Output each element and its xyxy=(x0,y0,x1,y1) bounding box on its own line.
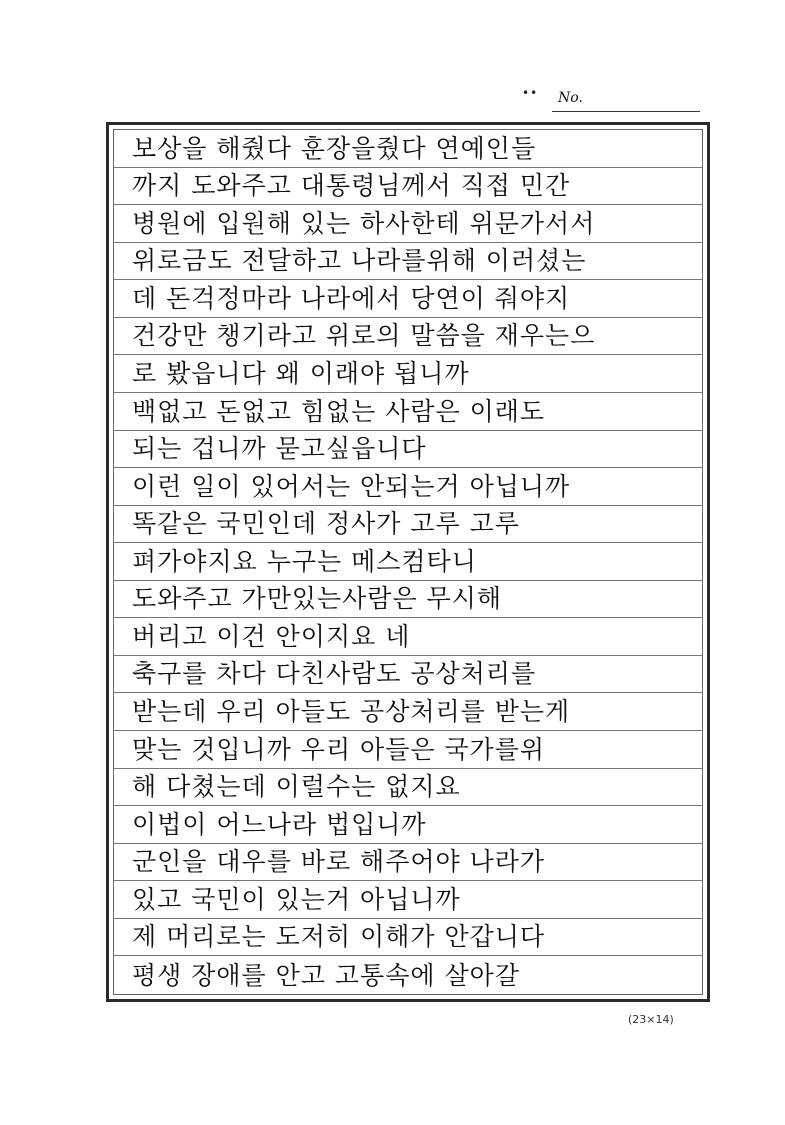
manuscript-line-text: 백없고 돈없고 힘없는 사람은 이래도 xyxy=(132,396,546,426)
header-dots: •• xyxy=(522,86,539,100)
manuscript-line-text: 건강만 챙기라고 위로의 말씀을 재우는으 xyxy=(132,321,596,351)
manuscript-line-text: 병원에 입원해 있는 하사한테 위문가서서 xyxy=(132,208,596,238)
manuscript-line-text: 이런 일이 있어서는 안되는거 아닙니까 xyxy=(132,471,571,501)
manuscript-line xyxy=(114,168,702,206)
manuscript-line-text: 이법이 어느나라 법입니까 xyxy=(132,809,427,839)
manuscript-line xyxy=(114,731,702,769)
manuscript-line xyxy=(114,581,702,619)
manuscript-line xyxy=(114,506,702,544)
page-number-label: No. xyxy=(558,90,583,106)
manuscript-line xyxy=(114,280,702,318)
manuscript-line-text: 받는데 우리 아들도 공상처리를 받는게 xyxy=(132,697,571,727)
manuscript-line xyxy=(114,355,702,393)
manuscript-line-text: 위로금도 전달하고 나라를위해 이러셨는 xyxy=(132,246,587,276)
manuscript-line xyxy=(114,393,702,431)
manuscript-line-text: 펴가야지요 누구는 메스컴타니 xyxy=(132,546,477,576)
page-number-underline xyxy=(552,111,700,112)
manuscript-line xyxy=(114,618,702,656)
manuscript-grid-inner xyxy=(113,129,703,995)
manuscript-line xyxy=(114,468,702,506)
manuscript-line-text: 해 다쳤는데 이럴수는 없지요 xyxy=(132,772,461,802)
manuscript-line xyxy=(114,543,702,581)
manuscript-line xyxy=(114,769,702,807)
manuscript-line-text: 똑같은 국민인데 정사가 고루 고루 xyxy=(132,509,520,539)
manuscript-line-text: 되는 겁니까 묻고싶읍니다 xyxy=(132,434,427,464)
manuscript-line xyxy=(114,693,702,731)
manuscript-line-text: 로 봤읍니다 왜 이래야 됩니까 xyxy=(132,358,470,388)
manuscript-line-text: 도와주고 가만있는사람은 무시해 xyxy=(132,584,502,614)
manuscript-line xyxy=(114,130,702,168)
manuscript-line-text: 군인을 대우를 바로 해주어야 나라가 xyxy=(132,847,546,877)
manuscript-line xyxy=(114,205,702,243)
manuscript-line xyxy=(114,919,702,957)
manuscript-line xyxy=(114,956,702,994)
manuscript-line xyxy=(114,656,702,694)
manuscript-line-text: 보상을 해줬다 훈장을줬다 연예인들 xyxy=(132,133,537,163)
manuscript-line-text: 제 머리로는 도저히 이해가 안갑니다 xyxy=(132,922,546,952)
manuscript-line xyxy=(114,243,702,281)
manuscript-grid xyxy=(106,122,710,1002)
manuscript-line-text: 맞는 것입니까 우리 아들은 국가를위 xyxy=(132,734,546,764)
manuscript-line-text: 데 돈걱정마라 나라에서 당연이 줘야지 xyxy=(132,283,571,313)
manuscript-line-text: 축구를 차다 다친사람도 공상처리를 xyxy=(132,659,537,689)
manuscript-line xyxy=(114,844,702,882)
manuscript-line xyxy=(114,431,702,469)
manuscript-line xyxy=(114,806,702,844)
grid-size-label: (23×14) xyxy=(628,1013,674,1026)
manuscript-line xyxy=(114,881,702,919)
manuscript-line-text: 버리고 이건 안이지요 네 xyxy=(132,621,411,651)
manuscript-line-text: 까지 도와주고 대통령님께서 직접 민간 xyxy=(132,171,571,201)
manuscript-line xyxy=(114,318,702,356)
manuscript-line-text: 평생 장애를 안고 고통속에 살아갈 xyxy=(132,960,520,990)
manuscript-line-text: 있고 국민이 있는거 아닙니까 xyxy=(132,884,461,914)
